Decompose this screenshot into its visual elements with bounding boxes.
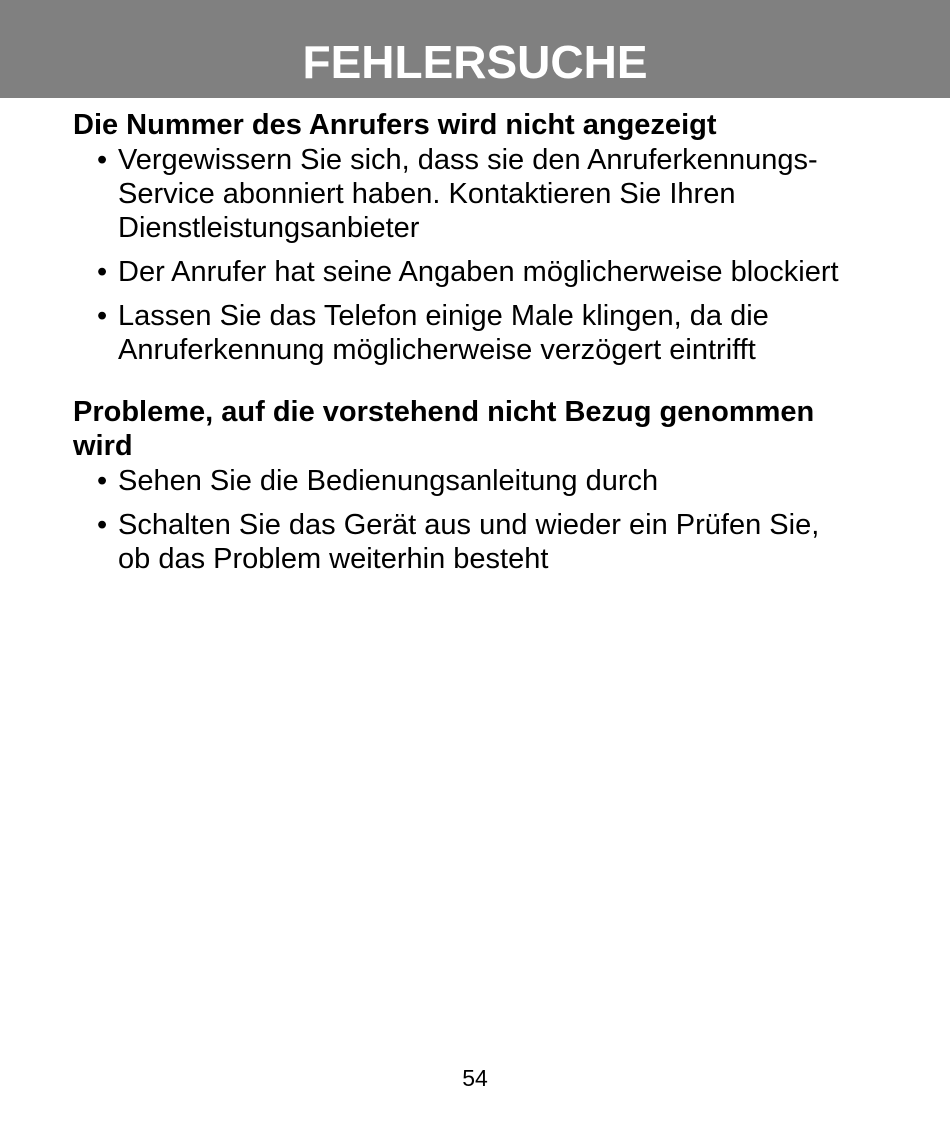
page-title: FEHLERSUCHE [302, 36, 648, 88]
section-caller-number [73, 106, 893, 367]
list-item-text: Vergewissern Sie sich, dass sie den Anruferkennungs- Service abonniert haben. Kontaktieren Sie Ihren Dienstleistungsanbieter [118, 144, 818, 244]
bullet-list [73, 464, 893, 576]
list-item-text: Lassen Sie das Telefon einige Male klingen, da die Anruferkennung möglicherweise verzögert eintrifft [118, 300, 769, 366]
section-heading: Die Nummer des Anrufers wird nicht angezeigt [73, 109, 717, 141]
list-item-text: Schalten Sie das Gerät aus und wieder ein Prüfen Sie, ob das Problem weiterhin besteht [118, 509, 820, 575]
list-item [73, 143, 893, 245]
bullet-icon: • [97, 300, 108, 332]
content-area [73, 106, 893, 576]
list-item [73, 464, 893, 498]
list-item [73, 508, 893, 576]
bullet-list [73, 143, 893, 367]
bullet-icon: • [97, 465, 108, 497]
section-heading: Probleme, auf die vorstehend nicht Bezug genommen wird [73, 396, 815, 462]
bullet-icon: • [97, 256, 108, 288]
list-item-text: Sehen Sie die Bedienungsanleitung durch [118, 465, 659, 497]
page-number: 54 [462, 1065, 488, 1091]
bullet-icon: • [97, 509, 108, 541]
list-item [73, 255, 893, 289]
list-item [73, 299, 893, 367]
section-other-problems [73, 393, 893, 576]
bullet-icon: • [97, 144, 108, 176]
list-item-text: Der Anrufer hat seine Angaben möglicherweise blockiert [118, 256, 839, 288]
